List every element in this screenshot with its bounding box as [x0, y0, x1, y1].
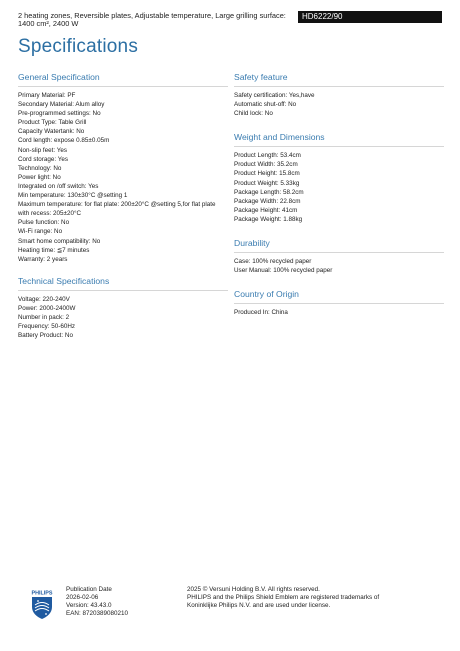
spec-item: Product Height: 15.8cm	[234, 170, 300, 178]
general-spec-title: General Specification	[18, 72, 228, 87]
spec-item: User Manual: 100% recycled paper	[234, 267, 333, 275]
spec-item: Maximum temperature: for flat plate: 200±20°C @setting 5,for flat plate with recess: 205±20°C	[18, 201, 216, 218]
left-column	[18, 72, 228, 340]
spec-item: Cord storage: Yes	[18, 155, 69, 163]
spec-item: Product Type: Table Grill	[18, 119, 87, 127]
spec-item: Voltage: 220-240V	[18, 295, 70, 303]
publication-info	[66, 586, 128, 618]
weight-dimensions-title: Weight and Dimensions	[234, 132, 444, 147]
safety-list	[234, 91, 444, 118]
spec-item: Package Height: 41cm	[234, 206, 298, 214]
spec-item: Automatic shut-off: No	[234, 101, 297, 109]
spec-item: Child lock: No	[234, 110, 273, 118]
spec-item: Power: 2000-2400W	[18, 304, 76, 312]
origin-title: Country of Origin	[234, 289, 444, 304]
spec-item: Secondary Material: Alum alloy	[18, 101, 105, 109]
publication-label: Publication Date	[66, 586, 112, 593]
spec-item: Package Width: 22.8cm	[234, 197, 301, 205]
version: Version: 43.43.0	[66, 602, 112, 609]
spec-item: Non-slip feet: Yes	[18, 146, 68, 154]
spec-item: Produced In: China	[234, 309, 288, 317]
philips-logo	[27, 588, 57, 620]
spec-item: Smart home compatibility: No	[18, 237, 101, 245]
right-column	[234, 72, 444, 317]
model-badge: HD6222/90	[298, 11, 442, 23]
spec-item: Product Width: 35.2cm	[234, 161, 298, 169]
spec-item: Warranty: 2 years	[18, 255, 68, 263]
durability-title: Durability	[234, 238, 444, 253]
spec-item: Cord length: expose 0.85±0.05m	[18, 137, 110, 145]
spec-item: Power light: No	[18, 173, 61, 181]
publication-date: 2026-02-06	[66, 594, 99, 601]
spec-item: Number in pack: 2	[18, 313, 70, 321]
technical-spec-list	[18, 295, 228, 340]
spec-item: Capacity Watertank: No	[18, 128, 85, 136]
origin-list	[234, 308, 444, 317]
legal-notice	[187, 586, 387, 610]
spec-item: Min temperature: 130±30°C @setting 1	[18, 192, 128, 200]
spec-item: Safety certification: Yes,have	[234, 92, 315, 99]
spec-item: Package Weight: 1.88kg	[234, 215, 303, 223]
copyright: 2025 © Versuni Holding B.V. All rights reserved.	[187, 586, 320, 593]
safety-title: Safety feature	[234, 72, 444, 87]
weight-dimensions-list	[234, 151, 444, 224]
spec-item: Integrated on /off switch: Yes	[18, 182, 99, 190]
spec-item: Primary Material: PF	[18, 92, 76, 99]
page-title: Specifications	[18, 36, 139, 57]
product-description: 2 heating zones, Reversible plates, Adjustable temperature, Large grilling surface: 1400 cm², 2400 W	[18, 11, 286, 29]
general-spec-list	[18, 91, 228, 264]
spec-item: Product Length: 53.4cm	[234, 152, 301, 160]
spec-item: Frequency: 50-60Hz	[18, 323, 76, 331]
spec-item: Heating time: ≦7 minutes	[18, 246, 90, 254]
spec-item: Case: 100% recycled paper	[234, 258, 312, 266]
spec-item: Technology: No	[18, 164, 62, 172]
spec-item: Pulse function: No	[18, 219, 70, 227]
trademark: PHILIPS and the Philips Shield Emblem are registered trademarks of Koninklijke Philips N.V. and are used under license.	[187, 594, 380, 609]
spec-item: Battery Product: No	[18, 332, 73, 340]
logo-wordmark: PHILIPS	[31, 590, 53, 597]
durability-list	[234, 257, 444, 275]
spec-item: Wi-Fi range: No	[18, 228, 63, 236]
spec-item: Pre-programmed settings: No	[18, 110, 101, 118]
spec-item: Package Length: 58.2cm	[234, 188, 304, 196]
spec-item: Product Weight: 5.33kg	[234, 179, 300, 187]
technical-spec-title: Technical Specifications	[18, 276, 228, 291]
ean: EAN: 8720389080210	[66, 610, 128, 617]
